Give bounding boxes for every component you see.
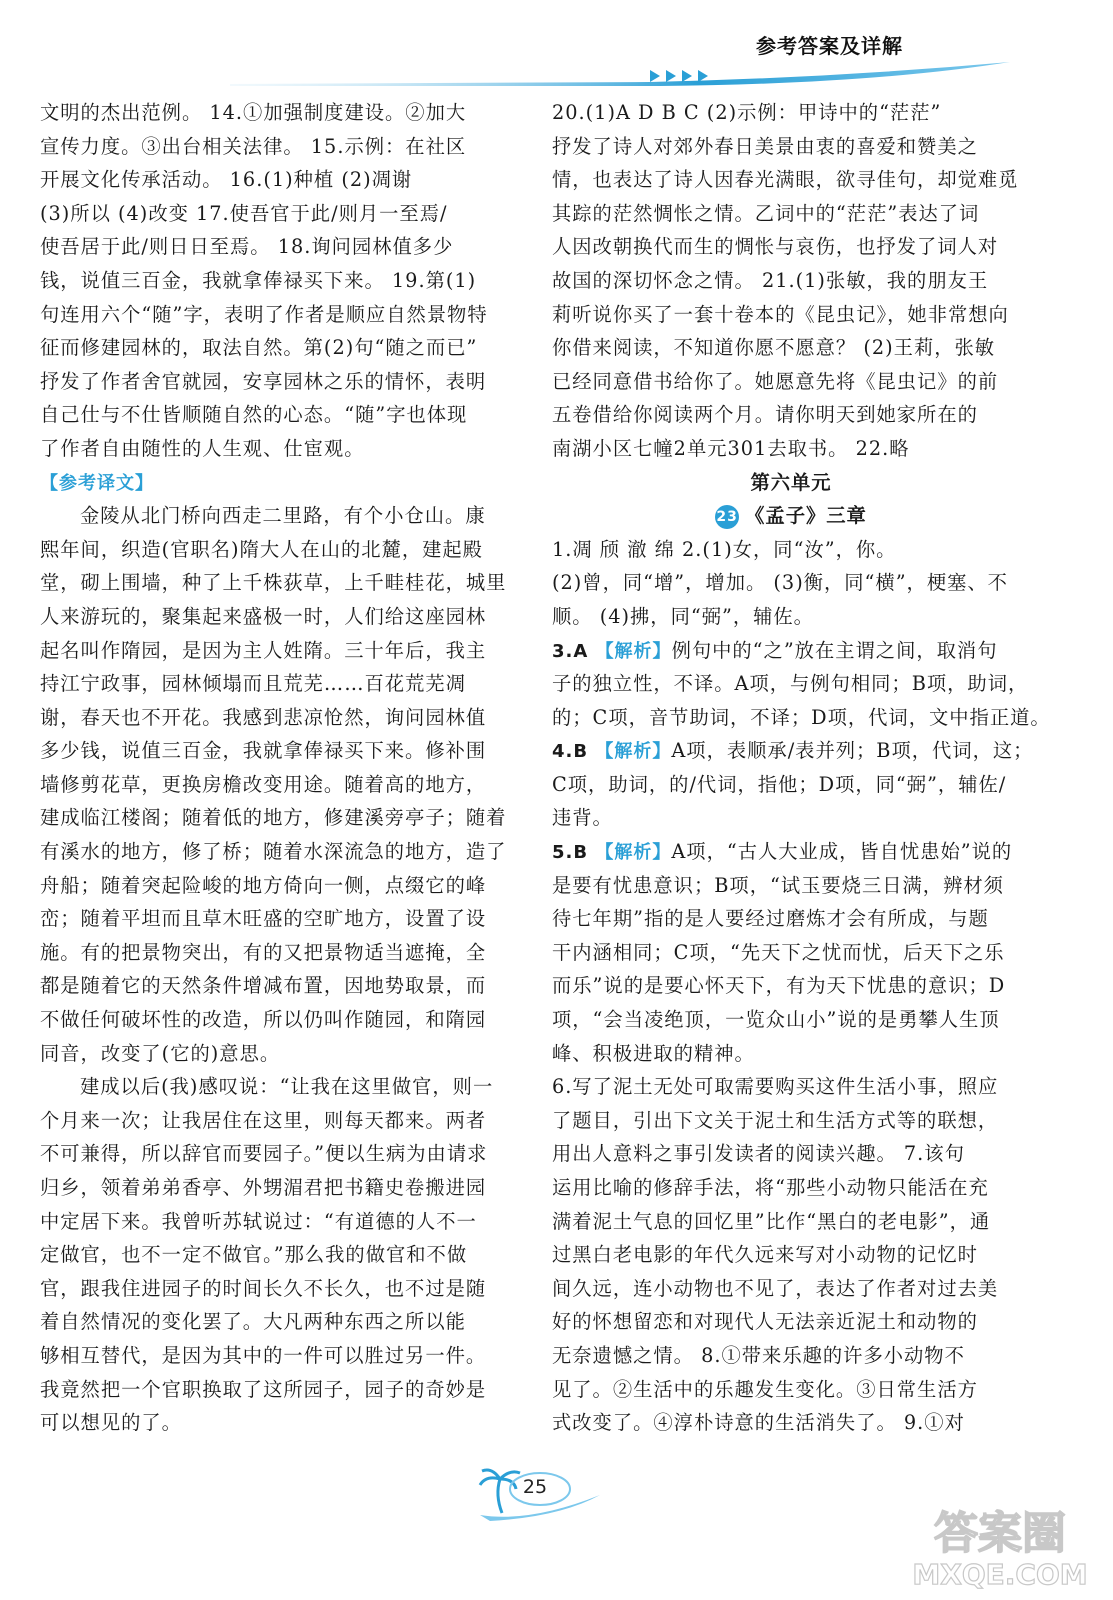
text-line: 顺。 (4)拂，同“弼”，辅佐。 bbox=[552, 604, 814, 628]
text-line: 峦；随着平坦而且草木旺盛的空旷地方，设置了设 bbox=[40, 907, 487, 931]
analysis-tag: 【解析】 bbox=[595, 640, 672, 662]
text-line: 定做官，也不一定不做官。”那么我的做官和不做 bbox=[40, 1243, 468, 1267]
answer-text: 例句中的“之”放在主谓之间，取消句 bbox=[671, 638, 998, 662]
analysis-tag: 【解析】 bbox=[595, 842, 672, 864]
text-line: 你借来阅读，不知道你愿不愿意？ (2)王莉，张敏 bbox=[552, 336, 996, 360]
text-line: 莉听说你买了一套十卷本的《昆虫记》，她非常想向 bbox=[552, 302, 1009, 326]
text-line: 都是随着它的天然条件增减布置，因地势取景，而 bbox=[40, 974, 487, 998]
answers-14-19 bbox=[40, 96, 510, 466]
text-line: 自己仕与不仕皆顺随自然的心态。“随”字也体现 bbox=[40, 403, 468, 427]
text-line: 同音，改变了(它的)意思。 bbox=[40, 1041, 281, 1065]
text-line: 用出人意料之事引发读者的阅读兴趣。 7.该句 bbox=[552, 1142, 965, 1166]
text-line: 熙年间，织造(官职名)隋大人在山的北麓，建起殿 bbox=[40, 537, 483, 561]
text-line: (2)曾，同“增”，增加。 (3)衡，同“横”，梗塞、不 bbox=[552, 571, 1008, 595]
text-line: 五卷借给你阅读两个月。请你明天到她家所在的 bbox=[552, 403, 978, 427]
text-line: 而乐”说的是要心怀天下，有为天下忧患的意识；D bbox=[552, 974, 1006, 998]
text-line: 了作者自由随性的人生观、仕宦观。 bbox=[40, 436, 365, 460]
text-line: 抒发了作者舍官就园，安享园林之乐的情怀，表明 bbox=[40, 369, 487, 393]
answer-3 bbox=[552, 634, 1051, 735]
text-line: 着自然情况的变化罢了。大凡两种东西之所以能 bbox=[40, 1310, 466, 1334]
text-line bbox=[552, 835, 1030, 869]
text-line: 峰、积极进取的精神。 bbox=[552, 1041, 755, 1065]
translation-tag: 【参考译文】 bbox=[40, 472, 154, 494]
answers-20-22 bbox=[552, 96, 1030, 466]
answers-6-9 bbox=[552, 1070, 1030, 1440]
text-line: 好的怀想留恋和对现代人无法亲近泥土和动物的 bbox=[552, 1310, 978, 1334]
svg-text:答案圈: 答案圈 bbox=[934, 1508, 1066, 1559]
text-line: 我竟然把一个官职换取了这所园子，园子的奇妙是 bbox=[40, 1377, 487, 1401]
translation-heading bbox=[40, 466, 510, 500]
translation-paragraph-1 bbox=[40, 499, 510, 1070]
text-line: 情，也表达了诗人因春光满眼，欲寻佳句，却觉难觅 bbox=[552, 168, 1019, 192]
text-line: (3)所以 (4)改变 17.使吾官于此/则月一至焉/ bbox=[40, 201, 448, 225]
text-line: 了题目，引出下文关于泥土和生活方式等的联想， bbox=[552, 1108, 999, 1132]
answers-1-2 bbox=[552, 533, 1030, 634]
lesson-heading bbox=[552, 499, 1030, 533]
answer-text: A项，表顺承/表并列；B项，代词，这； bbox=[671, 739, 1034, 763]
text-line bbox=[552, 734, 1034, 768]
text-line: 归乡，领着弟弟香亭、外甥湄君把书籍史卷搬进园 bbox=[40, 1176, 487, 1199]
text-line: C项，助词，的/代词，指他；D项，同“弼”，辅佐/ bbox=[552, 772, 1007, 796]
answer-prefix: 5.B bbox=[552, 842, 596, 864]
text-line: 待七年期”指的是人要经过磨炼才会有所成，与题 bbox=[552, 907, 989, 931]
text-line: 见了。②生活中的乐趣发生变化。③日常生活方 bbox=[552, 1377, 978, 1401]
text-line: 干内涵相同；C项，“先天下之忧而忧，后天下之乐 bbox=[552, 940, 1005, 964]
answer-4 bbox=[552, 734, 1034, 835]
answer-5 bbox=[552, 835, 1030, 1070]
text-line: 满着泥土气息的回忆里”比作“黑白的老电影”，通 bbox=[552, 1209, 991, 1233]
text-line: 抒发了诗人对郊外春日美景由衷的喜爱和赞美之 bbox=[552, 134, 978, 158]
text-line: 不做任何破坏性的改造，所以仍叫作随园，和隋园 bbox=[40, 1008, 487, 1032]
text-line: 无奈遗憾之情。 8.①带来乐趣的许多小动物不 bbox=[552, 1343, 965, 1367]
text-line: 征而修建园林的，取法自然。第(2)句“随之而已” bbox=[40, 336, 478, 360]
text-line: 20.(1)A D B C (2)示例：甲诗中的“茫茫” bbox=[552, 101, 942, 124]
text-line: 间久远，连小动物也不见了，表达了作者对过去美 bbox=[552, 1276, 999, 1300]
header-rule-decoration bbox=[230, 62, 1010, 92]
text-line: 钱，说值三百金，我就拿俸禄买下来。 19.第(1) bbox=[40, 268, 477, 292]
text-line: 墙修剪花草，更换房檐改变用途。随着高的地方， bbox=[40, 772, 487, 796]
text-line: 多少钱，说值三百金，我就拿俸禄买下来。修补围 bbox=[40, 739, 487, 763]
text-line: 其踪的茫然惆怅之情。乙词中的“茫茫”表达了词 bbox=[552, 201, 980, 225]
text-line bbox=[552, 634, 1030, 668]
text-line: 官，跟我住进园子的时间长久不长久，也不过是随 bbox=[40, 1276, 487, 1300]
text-line: 违背。 bbox=[552, 806, 613, 830]
answer-prefix: 3.A bbox=[552, 640, 596, 662]
text-line: 金陵从北门桥向西走二里路，有个小仓山。康 bbox=[80, 504, 486, 528]
text-line: 句连用六个“随”字，表明了作者是顺应自然景物特 bbox=[40, 302, 488, 326]
translation-paragraph-2 bbox=[40, 1070, 510, 1440]
text-line: 运用比喻的修辞手法，将“那些小动物只能活在充 bbox=[552, 1176, 989, 1199]
lesson-title: 《孟子》三章 bbox=[745, 504, 867, 528]
text-line: 人因改朝换代而生的惆怅与哀伤，也抒发了词人对 bbox=[552, 235, 999, 259]
svg-text:MXQE.COM: MXQE.COM bbox=[912, 1558, 1088, 1591]
text-line: 个月来一次；让我居住在这里，则每天都来。两者 bbox=[40, 1108, 487, 1132]
text-line: 文明的杰出范例。 14.①加强制度建设。②加大 bbox=[40, 101, 467, 124]
text-line: 宣传力度。③出台相关法律。 15.示例：在社区 bbox=[40, 134, 467, 158]
text-line: 的；C项，音节助词，不译；D项，代词，文中指正道。 bbox=[552, 705, 1051, 729]
text-line: 已经同意借书给你了。她愿意先将《昆虫记》的前 bbox=[552, 369, 999, 393]
text-line: 谢，春天也不开花。我感到悲凉怆然，询问园林值 bbox=[40, 705, 487, 729]
text-line: 持江宁政事，园林倾塌而且荒芜……百花荒芜凋 bbox=[40, 672, 466, 696]
lesson-number-badge: 23 bbox=[715, 505, 739, 529]
watermark-logo bbox=[900, 1500, 1100, 1595]
answer-text: A项，“古人大业成，皆自忧患始”说的 bbox=[671, 840, 1013, 864]
text-line: 项，“会当凌绝顶，一览众山小”说的是勇攀人生顶 bbox=[552, 1008, 1000, 1032]
header-title: 参考答案及详解 bbox=[756, 34, 903, 58]
answer-prefix: 4.B bbox=[552, 741, 596, 763]
text-line: 建成以后(我)感叹说：“让我在这里做官，则一 bbox=[80, 1075, 494, 1099]
left-column bbox=[40, 96, 510, 1440]
text-line: 1.凋 颀 澈 绵 2.(1)女，同“汝”，你。 bbox=[552, 537, 897, 561]
text-line: 舟船；随着突起险峻的地方倚向一侧，点缀它的峰 bbox=[40, 873, 487, 897]
text-line: 开展文化传承活动。 16.(1)种植 (2)凋谢 bbox=[40, 168, 413, 192]
text-line: 可以想见的了。 bbox=[40, 1411, 182, 1435]
text-line: 6.写了泥土无处可取需要购买这件生活小事，照应 bbox=[552, 1075, 999, 1099]
text-line: 堂，砌上围墙，种了上千株荻草，上千畦桂花，城里 bbox=[40, 571, 507, 595]
page-number: 25 bbox=[522, 1476, 548, 1498]
unit-title: 第六单元 bbox=[750, 470, 832, 494]
text-line: 是要有忧患意识；B项，“试玉要烧三日满，辨材须 bbox=[552, 873, 1004, 897]
text-line: 有溪水的地方，修了桥；随着水深流急的地方，造了 bbox=[40, 840, 507, 864]
text-line: 过黑白老电影的年代久远来写对小动物的记忆时 bbox=[552, 1243, 978, 1267]
text-line: 使吾居于此/则日日至焉。 18.询问园林值多少 bbox=[40, 235, 454, 259]
text-line: 起名叫作隋园，是因为主人姓隋。三十年后，我主 bbox=[40, 638, 487, 662]
text-line: 子的独立性，不译。A项，与例句相同；B项，助词， bbox=[552, 672, 1029, 696]
text-line: 施。有的把景物突出，有的又把景物适当遮掩，全 bbox=[40, 940, 487, 964]
right-column bbox=[552, 96, 1051, 1440]
text-line: 不可兼得，所以辞官而要园子。”便以生病为由请求 bbox=[40, 1142, 488, 1166]
text-line: 建成临江楼阁；随着低的地方，修建溪旁亭子；随着 bbox=[40, 806, 507, 830]
text-line: 南湖小区七幢2单元301去取书。 22.略 bbox=[552, 436, 910, 460]
analysis-tag: 【解析】 bbox=[595, 741, 672, 763]
text-line: 故国的深切怀念之情。 21.(1)张敏，我的朋友王 bbox=[552, 268, 989, 292]
text-line: 式改变了。④淳朴诗意的生活消失了。 9.①对 bbox=[552, 1411, 965, 1435]
text-line: 人来游玩的，聚集起来盛极一时，人们给这座园林 bbox=[40, 604, 487, 628]
text-line: 中定居下来。我曾听苏轼说过：“有道德的人不一 bbox=[40, 1209, 477, 1233]
text-line: 够相互替代，是因为其中的一件可以胜过另一件。 bbox=[40, 1343, 487, 1367]
